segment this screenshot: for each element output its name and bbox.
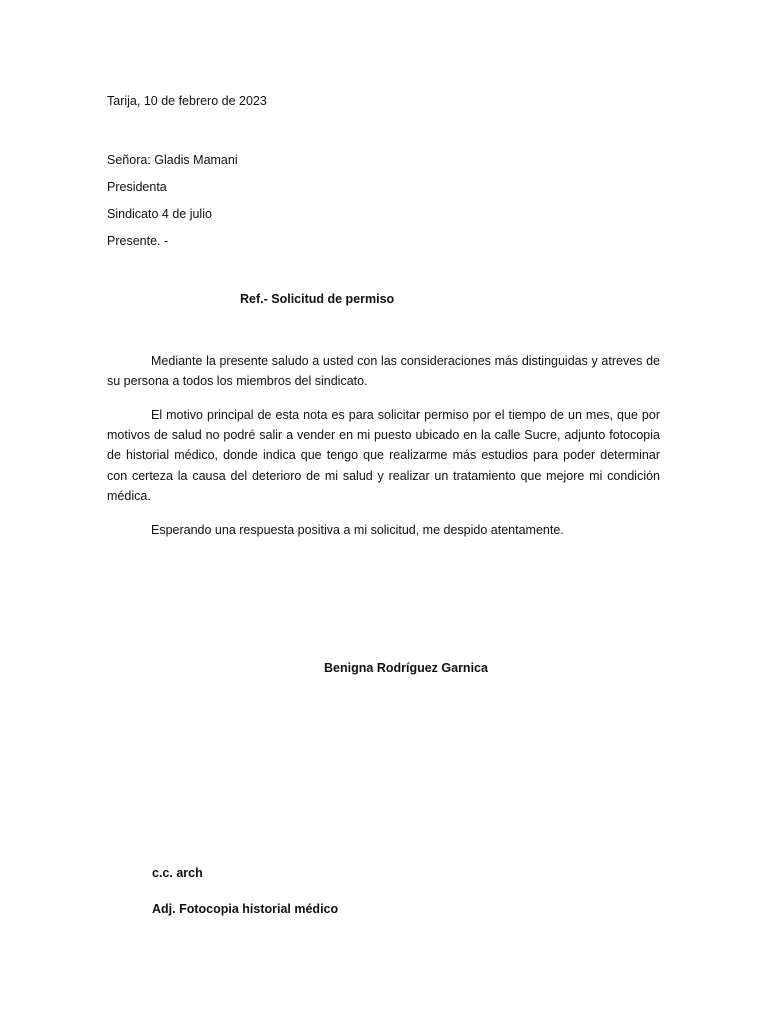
body-paragraph-request: El motivo principal de esta nota es para solicitar permiso por el tiempo de un mes, que por motivos de salud no podré salir a vender en mi puesto ubicado en la calle Sucre, adjunto fotocopia de historial médico, donde indica que tengo que realizarme más estudios para poder determinar con certeza la causa del deterioro de mi salud y realizar un tratamiento que mejore mi condición médica.	[107, 408, 660, 503]
recipient-title: Presidenta	[107, 180, 167, 194]
signature-name: Benigna Rodríguez Garnica	[324, 661, 488, 675]
body-paragraph-greeting: Mediante la presente saludo a usted con las consideraciones más distinguidas y atreves de su persona a todos los miembros del sindicato.	[107, 354, 660, 389]
letter-date: Tarija, 10 de febrero de 2023	[107, 94, 267, 108]
carbon-copy-line: c.c. arch	[152, 866, 203, 880]
reference-line: Ref.- Solicitud de permiso	[240, 292, 395, 306]
recipient-organization: Sindicato 4 de julio	[107, 207, 212, 221]
recipient-name: Señora: Gladis Mamani	[107, 153, 238, 167]
recipient-present: Presente. -	[107, 234, 169, 248]
attachment-line: Adj. Fotocopia historial médico	[152, 902, 339, 916]
body-paragraph-closing: Esperando una respuesta positiva a mi solicitud, me despido atentamente.	[151, 523, 564, 537]
